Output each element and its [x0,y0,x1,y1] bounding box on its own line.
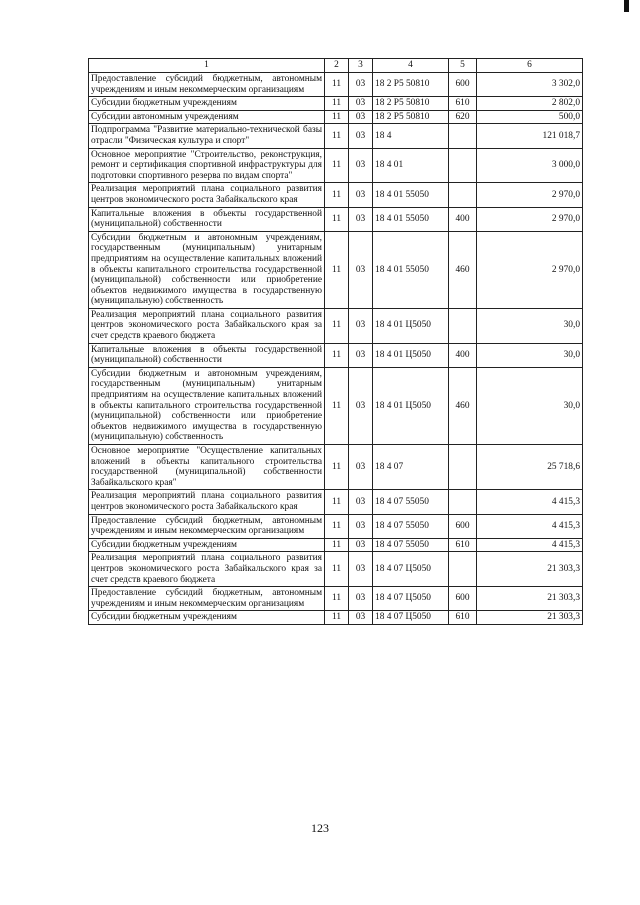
cell-section: 11 [325,183,349,207]
cell-name: Реализация мероприятий плана социального развития центров экономического роста Забайкальского края [89,490,325,514]
cell-target: 18 4 01 Ц5050 [373,367,449,444]
cell-section: 11 [325,97,349,111]
cell-type [449,124,477,148]
budget-table [88,58,583,625]
cell-subsection: 03 [349,73,373,97]
cell-type: 600 [449,514,477,538]
cell-amount: 30,0 [477,343,583,367]
col-header-target: 4 [373,59,449,73]
cell-subsection: 03 [349,207,373,231]
table-row [89,183,583,207]
header-row [89,59,583,73]
cell-subsection: 03 [349,611,373,625]
cell-type: 460 [449,231,477,308]
cell-target: 18 4 07 Ц5050 [373,552,449,587]
cell-target: 18 2 P5 50810 [373,110,449,124]
cell-subsection: 03 [349,97,373,111]
cell-amount: 2 970,0 [477,207,583,231]
table-row [89,308,583,343]
cell-section: 11 [325,611,349,625]
cell-subsection: 03 [349,552,373,587]
cell-amount: 30,0 [477,367,583,444]
cell-type: 460 [449,367,477,444]
cell-type: 620 [449,110,477,124]
cell-name: Реализация мероприятий плана социального развития центров экономического роста Забайкальского края [89,183,325,207]
table-row [89,73,583,97]
cell-target: 18 4 07 55050 [373,514,449,538]
cell-subsection: 03 [349,367,373,444]
cell-type [449,552,477,587]
cell-target: 18 4 07 Ц5050 [373,587,449,611]
cell-name: Основное мероприятие "Осуществление капитальных вложений в объекты капитального строительства государственной (муниципальной) собственности Забайкальского края" [89,445,325,490]
cell-type: 400 [449,207,477,231]
cell-amount: 21 303,3 [477,552,583,587]
cell-subsection: 03 [349,110,373,124]
table-row [89,97,583,111]
cell-section: 11 [325,445,349,490]
col-header-subsection: 3 [349,59,373,73]
cell-type: 610 [449,538,477,552]
cell-section: 11 [325,587,349,611]
cell-subsection: 03 [349,183,373,207]
cell-type [449,148,477,183]
cell-subsection: 03 [349,343,373,367]
cell-amount: 30,0 [477,308,583,343]
cell-subsection: 03 [349,308,373,343]
cell-section: 11 [325,490,349,514]
cell-target: 18 4 01 [373,148,449,183]
cell-amount: 4 415,3 [477,514,583,538]
cell-section: 11 [325,148,349,183]
cell-amount: 21 303,3 [477,611,583,625]
cell-target: 18 4 01 55050 [373,207,449,231]
cell-type [449,183,477,207]
cell-amount: 500,0 [477,110,583,124]
cell-section: 11 [325,367,349,444]
cell-amount: 21 303,3 [477,587,583,611]
table-row [89,587,583,611]
cell-target: 18 4 [373,124,449,148]
cell-subsection: 03 [349,587,373,611]
cell-subsection: 03 [349,490,373,514]
cell-target: 18 4 07 Ц5050 [373,611,449,625]
col-header-amount: 6 [477,59,583,73]
cell-target: 18 4 01 55050 [373,183,449,207]
cell-section: 11 [325,343,349,367]
cell-type: 600 [449,587,477,611]
table-row [89,207,583,231]
page-number: 123 [311,821,329,835]
cell-subsection: 03 [349,445,373,490]
cell-target: 18 2 P5 50810 [373,73,449,97]
cell-name: Субсидии бюджетным учреждениям [89,97,325,111]
cell-target: 18 4 07 55050 [373,538,449,552]
cell-target: 18 4 07 55050 [373,490,449,514]
table-row [89,490,583,514]
table-row [89,445,583,490]
cell-section: 11 [325,207,349,231]
cell-section: 11 [325,73,349,97]
cell-amount: 3 302,0 [477,73,583,97]
cell-amount: 2 802,0 [477,97,583,111]
table-row [89,343,583,367]
cell-target: 18 2 P5 50810 [373,97,449,111]
cell-name: Предоставление субсидий бюджетным, автономным учреждениям и иным некоммерческим организациям [89,514,325,538]
col-header-name: 1 [89,59,325,73]
cell-type: 600 [449,73,477,97]
table-row [89,231,583,308]
cell-amount: 4 415,3 [477,538,583,552]
cell-name: Реализация мероприятий плана социального развития центров экономического роста Забайкальского края за счет средств краевого бюджета [89,552,325,587]
cell-name: Субсидии бюджетным учреждениям [89,611,325,625]
cell-target: 18 4 01 Ц5050 [373,308,449,343]
cell-name: Реализация мероприятий плана социального развития центров экономического роста Забайкальского края за счет средств краевого бюджета [89,308,325,343]
cell-amount: 121 018,7 [477,124,583,148]
cell-type [449,445,477,490]
table-row [89,367,583,444]
cell-subsection: 03 [349,148,373,183]
cell-section: 11 [325,124,349,148]
cell-name: Субсидии бюджетным учреждениям [89,538,325,552]
table-row [89,611,583,625]
cell-type: 610 [449,611,477,625]
cell-section: 11 [325,308,349,343]
table-row [89,538,583,552]
cell-subsection: 03 [349,124,373,148]
cell-subsection: 03 [349,514,373,538]
cell-type [449,490,477,514]
cell-name: Предоставление субсидий бюджетным, автономным учреждениям и иным некоммерческим организациям [89,587,325,611]
cell-amount: 2 970,0 [477,183,583,207]
table-row [89,514,583,538]
cell-amount: 25 718,6 [477,445,583,490]
col-header-type: 5 [449,59,477,73]
cell-section: 11 [325,231,349,308]
cell-name: Предоставление субсидий бюджетным, автономным учреждениям и иным некоммерческим организациям [89,73,325,97]
cell-name: Капитальные вложения в объекты государственной (муниципальной) собственности [89,207,325,231]
cell-name: Субсидии бюджетным и автономным учреждениям, государственным (муниципальным) унитарным предприятиям на осуществление капитальных вложений в объекты капитального строительства государственной (муниципальной) собственности или приобретение объектов недвижимого имущества в государственную (муниципальную) собственность [89,231,325,308]
cell-subsection: 03 [349,538,373,552]
cell-amount: 4 415,3 [477,490,583,514]
corner-mark [624,0,629,12]
table-row [89,552,583,587]
table-row [89,124,583,148]
cell-name: Основное мероприятие "Строительство, реконструкция, ремонт и сертификация спортивной инфраструктуры для подготовки спортивного резерва по видам спорта" [89,148,325,183]
cell-subsection: 03 [349,231,373,308]
cell-type: 610 [449,97,477,111]
cell-target: 18 4 01 Ц5050 [373,343,449,367]
cell-amount: 2 970,0 [477,231,583,308]
cell-amount: 3 000,0 [477,148,583,183]
cell-name: Субсидии бюджетным и автономным учреждениям, государственным (муниципальным) унитарным предприятиям на осуществление капитальных вложений в объекты капитального строительства государственной (муниципальной) собственности или приобретение объектов недвижимого имущества в государственную (муниципальную) собственность [89,367,325,444]
col-header-section: 2 [325,59,349,73]
cell-type [449,308,477,343]
table-row [89,110,583,124]
table-row [89,148,583,183]
cell-target: 18 4 01 55050 [373,231,449,308]
cell-target: 18 4 07 [373,445,449,490]
cell-section: 11 [325,552,349,587]
cell-section: 11 [325,514,349,538]
cell-name: Подпрограмма "Развитие материально-технической базы отрасли "Физическая культура и спорт" [89,124,325,148]
cell-section: 11 [325,110,349,124]
cell-name: Субсидии автономным учреждениям [89,110,325,124]
cell-section: 11 [325,538,349,552]
cell-type: 400 [449,343,477,367]
cell-name: Капитальные вложения в объекты государственной (муниципальной) собственности [89,343,325,367]
